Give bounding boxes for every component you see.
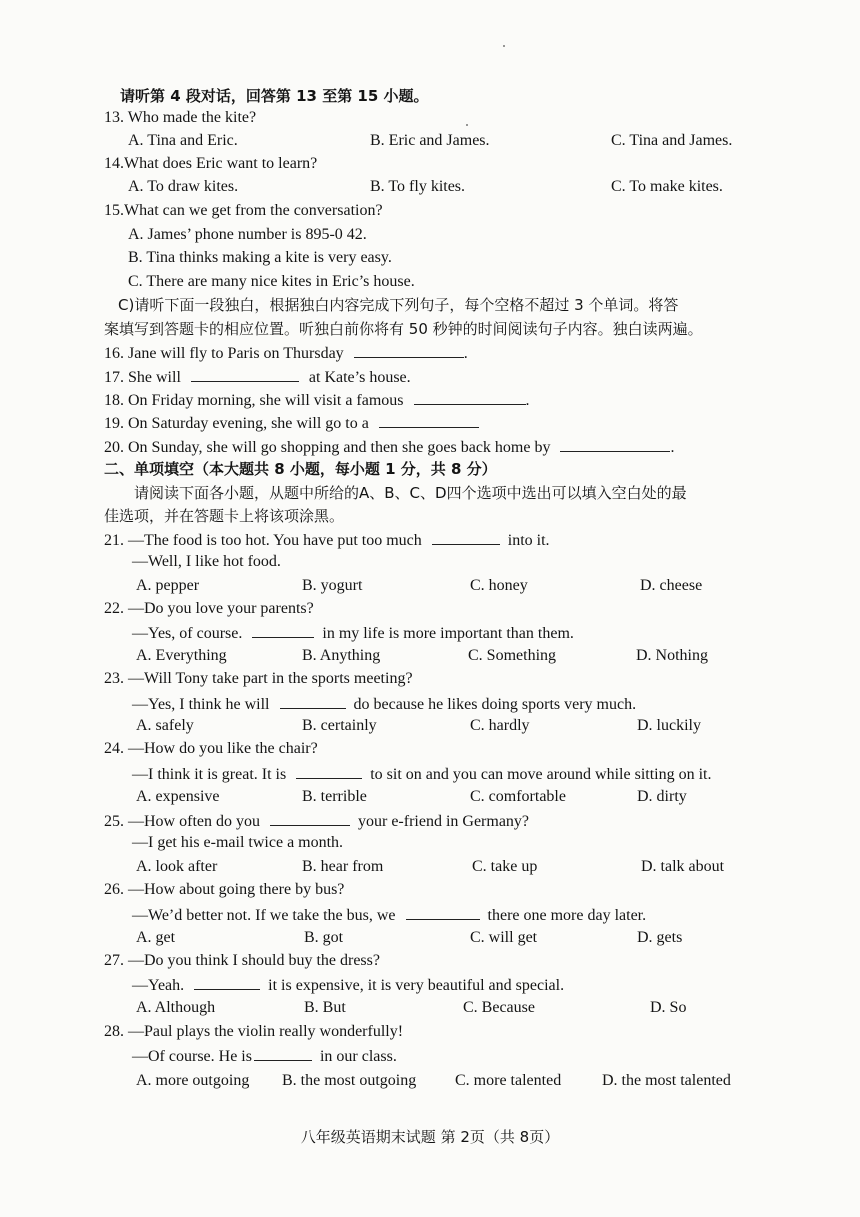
section-c-intro: 请听第 4 段对话，回答第 13 至第 15 小题。: [120, 87, 429, 105]
fill-sentence-19: [104, 412, 479, 434]
question-number: 28.: [104, 1023, 124, 1040]
monologue-intro-line-2: 案填写到答题卡的相应位置。听独白前你将有 50 秒钟的时间阅读句子内容。独白读两遍。: [104, 320, 703, 338]
question-21-option-b: B. yogurt: [302, 577, 363, 594]
question-text: —The food is too hot. You have put too much: [128, 532, 422, 549]
question-22-option-c: C. Something: [468, 647, 557, 664]
fill-sentence-text: 20. On Sunday, she will go shopping and then she goes back home by: [104, 439, 551, 456]
question-24-line-2: [132, 763, 712, 785]
question-26-line-1: [104, 880, 344, 900]
question-text: in my life is more important than them.: [322, 625, 574, 642]
question-22-option-d: D. Nothing: [636, 647, 708, 664]
question-28-option-a: A. more outgoing: [136, 1072, 250, 1089]
question-14-option-b: B. To fly kites.: [370, 178, 466, 195]
question-25-option-c: C. take up: [472, 858, 538, 875]
fill-sentence-end: .: [670, 439, 675, 456]
question-15-option-b: B. Tina thinks making a kite is very easy.: [128, 249, 392, 266]
question-26-option-d: D. gets: [637, 929, 683, 946]
question-number: 23.: [104, 670, 124, 687]
answer-blank: [270, 810, 350, 826]
question-text: —Yeah.: [132, 977, 185, 994]
question-23-option-b: B. certainly: [302, 717, 377, 734]
question-25-option-b: B. hear from: [302, 858, 384, 875]
question-15-option-a: A. James’ phone number is 895-0 42.: [128, 226, 367, 243]
answer-blank: [252, 622, 314, 638]
fill-sentence-text: 19. On Saturday evening, she will go to a: [104, 415, 369, 432]
question-25-option-d: D. talk about: [641, 858, 725, 875]
answer-blank: [406, 904, 480, 920]
question-text: —How about going there by bus?: [128, 881, 345, 898]
question-text: in our class.: [319, 1048, 397, 1065]
question-27-option-c: C. Because: [463, 999, 535, 1016]
question-14-option-c: C. To make kites.: [611, 178, 723, 195]
question-text: it is expensive, it is very beautiful and special.: [268, 977, 565, 994]
fill-sentence-end: .: [525, 392, 530, 409]
question-text: there one more day later.: [487, 907, 647, 924]
scan-speck: [466, 124, 468, 126]
question-26-option-c: C. will get: [470, 929, 538, 946]
question-23-line-2: [132, 693, 636, 715]
question-text: do because he likes doing sports very much.: [353, 696, 637, 713]
question-13-option-c: C. Tina and James.: [611, 132, 733, 149]
answer-blank: [296, 763, 362, 779]
question-24-option-b: B. terrible: [302, 788, 367, 805]
question-text: —How often do you: [128, 813, 260, 830]
answer-blank: [432, 529, 500, 545]
question-text: to sit on and you can move around while sitting on it.: [370, 766, 712, 783]
fill-sentence-end: at Kate’s house.: [308, 369, 411, 386]
question-text: —Yes, I think he will: [132, 696, 270, 713]
question-13-stem: 13. Who made the kite?: [104, 109, 257, 126]
fill-sentence-20: [104, 436, 674, 458]
fill-sentence-17: [104, 366, 411, 388]
question-25-line-2: —I get his e-mail twice a month.: [132, 834, 344, 851]
scan-speck: [503, 45, 505, 47]
question-23-option-c: C. hardly: [470, 717, 530, 734]
question-13-option-a: A. Tina and Eric.: [128, 132, 238, 149]
part-2-title: 二、单项填空（本大题共 8 小题，每小题 1 分，共 8 分）: [104, 460, 497, 478]
question-26-line-2: [132, 904, 646, 926]
question-21-option-c: C. honey: [470, 577, 528, 594]
question-text: —We’d better not. If we take the bus, we: [132, 907, 396, 924]
part-2-intro-line-2: 佳选项，并在答题卡上将该项涂黑。: [104, 507, 345, 525]
question-23-line-1: [104, 669, 413, 689]
part-2-intro-line-1: 请阅读下面各小题，从题中所给的A、B、C、D四个选项中选出可以填入空白处的最: [134, 484, 687, 502]
question-14-stem: 14.What does Eric want to learn?: [104, 155, 318, 172]
question-22-line-1: [104, 599, 314, 619]
question-27-option-a: A. Although: [136, 999, 216, 1016]
question-text: —I think it is great. It is: [132, 766, 287, 783]
question-21-line-1: [104, 529, 550, 551]
question-22-option-b: B. Anything: [302, 647, 381, 664]
fill-sentence-end: .: [463, 345, 468, 362]
question-27-option-b: B. But: [304, 999, 346, 1016]
question-text: —Do you think I should buy the dress?: [128, 952, 380, 969]
question-number: 24.: [104, 740, 124, 757]
question-27-line-1: [104, 951, 380, 971]
question-text: into it.: [507, 532, 550, 549]
question-number: 25.: [104, 813, 124, 830]
answer-blank: [354, 342, 464, 358]
fill-sentence-18: [104, 389, 530, 411]
fill-sentence-text: 18. On Friday morning, she will visit a famous: [104, 392, 404, 409]
answer-blank: [414, 389, 526, 405]
question-text: your e-friend in Germany?: [357, 813, 530, 830]
question-22-option-a: A. Everything: [136, 647, 227, 664]
question-text: —How do you like the chair?: [128, 740, 318, 757]
question-text: —Yes, of course.: [132, 625, 243, 642]
question-text: —Will Tony take part in the sports meeting?: [128, 670, 413, 687]
answer-blank: [194, 974, 260, 990]
question-28-option-c: C. more talented: [455, 1072, 562, 1089]
question-13-option-b: B. Eric and James.: [370, 132, 490, 149]
question-28-option-d: D. the most talented: [602, 1072, 731, 1089]
question-28-option-b: B. the most outgoing: [282, 1072, 417, 1089]
question-23-option-d: D. luckily: [637, 717, 701, 734]
monologue-intro-line-1: C)请听下面一段独白，根据独白内容完成下列句子，每个空格不超过 3 个单词。将答: [118, 296, 679, 314]
question-number: 26.: [104, 881, 124, 898]
answer-blank: [560, 436, 670, 452]
question-15-stem: 15.What can we get from the conversation?: [104, 202, 383, 219]
question-24-option-a: A. expensive: [136, 788, 220, 805]
question-25-option-a: A. look after: [136, 858, 218, 875]
question-24-option-c: C. comfortable: [470, 788, 566, 805]
question-text: —Do you love your parents?: [128, 600, 314, 617]
question-27-option-d: D. So: [650, 999, 687, 1016]
question-number: 27.: [104, 952, 124, 969]
question-number: 22.: [104, 600, 124, 617]
question-21-option-d: D. cheese: [640, 577, 703, 594]
fill-sentence-text: 17. She will: [104, 369, 181, 386]
question-14-option-a: A. To draw kites.: [128, 178, 239, 195]
question-text: —Of course. He is: [132, 1048, 252, 1065]
question-24-option-d: D. dirty: [637, 788, 687, 805]
fill-sentence-16: [104, 342, 468, 364]
page-footer: 八年级英语期末试题 第 2页（共 8页）: [300, 1128, 560, 1146]
answer-blank: [379, 412, 479, 428]
question-22-line-2: [132, 622, 574, 644]
question-24-line-1: [104, 739, 318, 759]
question-26-option-a: A. get: [136, 929, 176, 946]
answer-blank: [280, 693, 346, 709]
question-number: 21.: [104, 532, 124, 549]
question-21-line-2: —Well, I like hot food.: [132, 553, 281, 570]
question-27-line-2: [132, 974, 564, 996]
fill-sentence-text: 16. Jane will fly to Paris on Thursday: [104, 345, 344, 362]
question-28-line-1: [104, 1022, 403, 1042]
question-21-option-a: A. pepper: [136, 577, 200, 594]
question-15-option-c: C. There are many nice kites in Eric’s house.: [128, 273, 415, 290]
question-28-line-2: [132, 1045, 397, 1067]
question-23-option-a: A. safely: [136, 717, 194, 734]
question-26-option-b: B. got: [304, 929, 344, 946]
answer-blank: [254, 1045, 312, 1061]
answer-blank: [191, 366, 299, 382]
question-25-line-1: [104, 810, 529, 832]
question-text: —Paul plays the violin really wonderfully!: [128, 1023, 404, 1040]
